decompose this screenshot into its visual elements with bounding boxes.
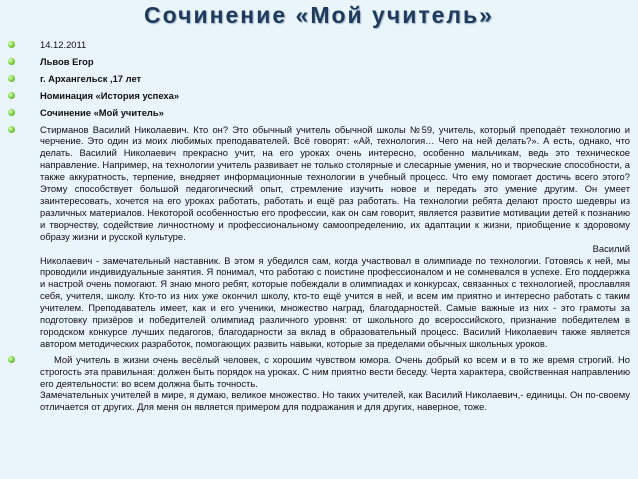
list-item-author [8,56,630,68]
green-bullet-icon [8,356,15,363]
essay-paragraph-4: Замечательных учителей в мире, я думаю, великое множество. Но таких учителей, как Василий Николаевич,- единицы. Он по-своему отличается от других. Для меня он является примером для подражания и для других, наверное, тоже. [40,389,630,413]
list-item-essay-end [8,354,630,414]
list-item-essay-title [8,107,630,119]
nomination-text: Номинация «История успеха» [40,89,180,101]
essay-paragraph-2-start: Василий [592,242,630,254]
essay-paragraph-3: Мой учитель в жизни очень весёлый человек, с хорошим чувством юмора. Очень добрый ко всем и в то же время строгий. Но строгость эта правильная: должен быть порядок на уроках. С ним приятно вести беседу. Черта характера, свойственная направлению его деятельности: во всем должна быть точность. [40,353,630,389]
green-bullet-icon [8,92,15,99]
slide-title: Сочинение «Мой учитель» [144,2,494,28]
bullet-list [8,39,630,413]
essay-paragraph-1: Стирманов Василий Николаевич. Кто он? Это обычный учитель обычной школы №59, учитель, который преподаёт технологию и черчение. Это один из моих любимых преподавателей. Всё говорят: «Ай, технология… Чего на ней делать?». А есть, однако, что делать. Василий Николаевич прекрасно учит, на его уроках очень интересно, особенно мальчикам, ведь это техническое направление. Например, на технологии учитель развивает не только столярные и слесарные умения, но и творческие способности, а также аккуратность, терпение, внедряет информационные технологии в учебный процесс. Что ему помогает достичь всего этого? Этому способствует большой педагогический опыт, стремление изучить новое и передать это умение другим. Он умеет заинтересовать, хочется на его уроках работать, работать и ещё раз работать. На технологии ребята делают просто шедевры из различных материалов. Некоторой особенностью его профессии, как он сам говорит, является развитие мотивации детей к познанию и творчеству, содействие личностному и профессиональному самоопределению, их адаптации к жизни, приобщение к здоровому образу жизни и русской культуре. [40,123,630,242]
list-item-nomination [8,90,630,102]
essay-title-text: Сочинение «Мой учитель» [40,106,164,118]
list-item-city [8,73,630,85]
date-text: 14.12.2011 [40,39,87,50]
green-bullet-icon [8,58,15,65]
green-bullet-icon [8,109,15,116]
green-bullet-icon [8,126,15,133]
essay-body [40,124,630,350]
list-item-essay-body [8,124,630,350]
green-bullet-icon [8,41,15,48]
green-bullet-icon [8,75,15,82]
list-item-date [8,39,630,51]
essay-paragraph-2: Николаевич - замечательный наставник. В этом я убедился сам, когда участвовал в олимпиаде по технологии. Готовясь к ней, мы проводили индивидуальные занятия. Я понимал, что работаю с поистине профессионалом и не сомневался в успехе. Его поддержка и настрой очень помогают. Я знаю много ребят, которые побеждали в олимпиадах и конкурсах, связанных с технологией, прославляя себя, учителя, школу. Кто-то из них уже окончил школу, кто-то ещё учится в ней, и всем им приятно и интересно работать с таким учителем. Преподаватель имеет, как и его ученики, множество наград, благодарностей. Самые важные из них - это грамоты за подготовку призёров и победителей олимпиад различного уровня: от школьного до всероссийского, признание победителем в городском конкурсе лучших педагогов, благодарности за вклад в образовательный процесс. Василий Николаевич также является автором методических разработок, помогающих развить навыки, которые за пределами обычных школьных уроков. [40,254,630,349]
city-text: г. Архангельск ,17 лет [40,72,142,84]
essay-ending [40,354,630,414]
author-text: Львов Егор [40,55,94,67]
